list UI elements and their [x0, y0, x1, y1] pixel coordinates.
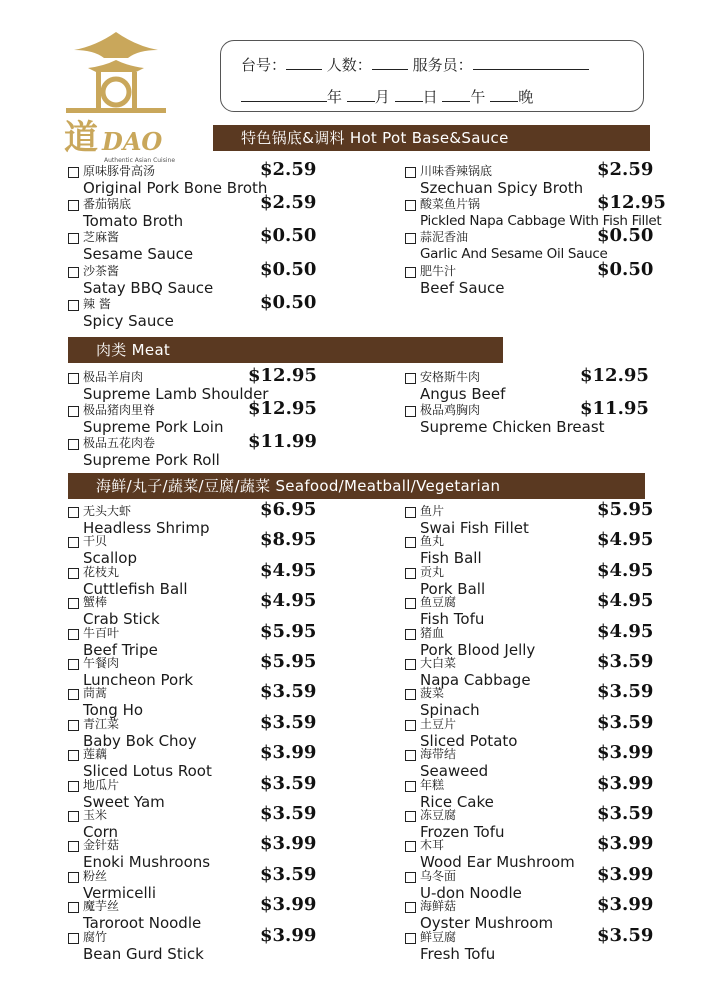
item-name-chinese: 粉丝	[83, 869, 108, 883]
item-checkbox[interactable]	[68, 720, 79, 731]
pagoda-roof-icon	[66, 28, 166, 123]
item-name-english: Beef Tripe	[83, 641, 158, 659]
item-checkbox[interactable]	[68, 439, 79, 450]
item-name-english: Spicy Sauce	[83, 312, 174, 330]
item-name-english: Oyster Mushroom	[420, 914, 554, 932]
noon-blank[interactable]	[442, 88, 470, 102]
item-name-chinese: 极品五花肉卷	[83, 436, 156, 450]
item-name-chinese: 青江菜	[83, 717, 120, 731]
item-name-chinese: 原味豚骨高汤	[83, 164, 156, 178]
item-price: $3.99	[597, 833, 654, 854]
item-name-chinese: 安格斯牛肉	[420, 370, 481, 384]
server-label: 服务员：	[412, 56, 473, 74]
item-checkbox[interactable]	[68, 689, 79, 700]
item-price: $3.59	[597, 712, 654, 733]
item-checkbox[interactable]	[68, 750, 79, 761]
item-name-chinese: 午餐肉	[83, 656, 120, 670]
item-name-english: U-don Noodle	[420, 884, 522, 902]
item-name-chinese: 辣 酱	[83, 297, 111, 311]
item-checkbox[interactable]	[405, 902, 416, 913]
item-name-english: Crab Stick	[83, 610, 160, 628]
item-price: $4.95	[597, 590, 654, 611]
item-checkbox[interactable]	[68, 373, 79, 384]
item-name-chinese: 土豆片	[420, 717, 457, 731]
item-checkbox[interactable]	[68, 781, 79, 792]
item-checkbox[interactable]	[68, 811, 79, 822]
item-name-english: Supreme Lamb Shoulder	[83, 385, 269, 403]
order-form-line-1	[241, 54, 589, 75]
item-price: $12.95	[580, 365, 649, 386]
item-checkbox[interactable]	[405, 537, 416, 548]
item-checkbox[interactable]	[405, 267, 416, 278]
item-name-chinese: 莲藕	[83, 747, 108, 761]
month-blank[interactable]	[347, 88, 375, 102]
item-name-english: Rice Cake	[420, 793, 494, 811]
item-checkbox[interactable]	[405, 200, 416, 211]
item-price: $4.95	[597, 560, 654, 581]
item-name-english: Fish Tofu	[420, 610, 485, 628]
item-name-english: Fish Ball	[420, 549, 482, 567]
item-name-chinese: 极品鸡胸肉	[420, 403, 481, 417]
item-name-english: Garlic And Sesame Oil Sauce	[420, 246, 608, 262]
section-header-hotpot-base: 特色锅底&调料 Hot Pot Base&Sauce	[213, 125, 650, 151]
item-name-english: Spinach	[420, 701, 480, 719]
noon-label: 午	[470, 88, 486, 106]
item-name-chinese: 极品羊肩肉	[83, 370, 144, 384]
table-number-label: 台号：	[241, 56, 287, 74]
item-checkbox[interactable]	[405, 568, 416, 579]
item-name-chinese: 芝麻酱	[83, 230, 120, 244]
item-name-chinese: 鱼丸	[420, 534, 445, 548]
item-price: $3.59	[260, 773, 317, 794]
item-checkbox[interactable]	[405, 811, 416, 822]
item-price: $4.95	[597, 529, 654, 550]
item-price: $3.59	[597, 651, 654, 672]
item-name-chinese: 年糕	[420, 778, 445, 792]
item-price: $12.95	[597, 192, 666, 213]
item-checkbox[interactable]	[68, 537, 79, 548]
item-checkbox[interactable]	[405, 598, 416, 609]
year-blank[interactable]	[241, 88, 327, 102]
item-checkbox[interactable]	[405, 781, 416, 792]
item-name-chinese: 魔芋丝	[83, 899, 120, 913]
item-price: $3.99	[260, 894, 317, 915]
item-checkbox[interactable]	[68, 598, 79, 609]
order-form-box	[220, 40, 644, 112]
table-number-blank[interactable]	[286, 56, 322, 70]
item-name-english: Luncheon Pork	[83, 671, 194, 689]
item-price: $12.95	[248, 365, 317, 386]
item-name-chinese: 玉米	[83, 808, 108, 822]
item-name-english: Pork Blood Jelly	[420, 641, 536, 659]
item-price: $4.95	[260, 560, 317, 581]
item-name-english: Napa Cabbage	[420, 671, 531, 689]
item-name-chinese: 海鲜菇	[420, 899, 457, 913]
item-name-english: Bean Gurd Stick	[83, 945, 204, 963]
item-name-chinese: 菠菜	[420, 686, 445, 700]
item-price: $11.95	[580, 398, 649, 419]
section-header-meat: 肉类 Meat	[68, 337, 503, 363]
item-price: $3.59	[597, 925, 654, 946]
evening-label: 晚	[518, 88, 534, 106]
item-checkbox[interactable]	[405, 373, 416, 384]
item-price: $0.50	[260, 259, 317, 280]
item-price: $3.59	[597, 803, 654, 824]
item-name-english: Supreme Chicken Breast	[420, 418, 605, 436]
item-name-chinese: 极品猪肉里脊	[83, 403, 156, 417]
section-header-seafood-veg: 海鲜/丸子/蔬菜/豆腐/蔬菜 Seafood/Meatball/Vegetarian	[68, 473, 645, 499]
item-checkbox[interactable]	[68, 406, 79, 417]
item-name-english: Original Pork Bone Broth	[83, 179, 268, 197]
item-checkbox[interactable]	[405, 507, 416, 518]
people-count-blank[interactable]	[372, 56, 408, 70]
item-checkbox[interactable]	[405, 689, 416, 700]
year-label: 年	[327, 88, 343, 106]
item-name-english: Swai Fish Fillet	[420, 519, 529, 537]
item-price: $0.50	[260, 292, 317, 313]
item-name-english: Angus Beef	[420, 385, 506, 403]
item-checkbox[interactable]	[405, 406, 416, 417]
day-label: 日	[422, 88, 438, 106]
item-name-english: Tong Ho	[83, 701, 144, 719]
item-name-english: Frozen Tofu	[420, 823, 505, 841]
item-name-english: Fresh Tofu	[420, 945, 496, 963]
item-name-english: Supreme Pork Loin	[83, 418, 224, 436]
item-name-chinese: 大白菜	[420, 656, 457, 670]
item-name-chinese: 番茄锅底	[83, 197, 132, 211]
item-name-english: Pork Ball	[420, 580, 486, 598]
item-price: $3.99	[597, 742, 654, 763]
item-name-english: Vermicelli	[83, 884, 156, 902]
item-price: $5.95	[260, 621, 317, 642]
item-checkbox[interactable]	[405, 841, 416, 852]
item-price: $3.59	[260, 681, 317, 702]
item-checkbox[interactable]	[68, 200, 79, 211]
item-name-english: Supreme Pork Roll	[83, 451, 220, 469]
day-blank[interactable]	[395, 88, 423, 102]
item-checkbox[interactable]	[405, 933, 416, 944]
item-name-chinese: 无头大虾	[83, 504, 132, 518]
item-name-chinese: 鱼片	[420, 504, 445, 518]
item-name-chinese: 花枝丸	[83, 565, 120, 579]
item-price: $3.99	[260, 742, 317, 763]
item-price: $8.95	[260, 529, 317, 550]
item-price: $3.59	[260, 803, 317, 824]
item-checkbox[interactable]	[405, 167, 416, 178]
server-blank[interactable]	[473, 56, 589, 70]
item-name-english: Enoki Mushroons	[83, 853, 211, 871]
item-checkbox[interactable]	[405, 872, 416, 883]
item-name-english: Szechuan Spicy Broth	[420, 179, 584, 197]
item-name-english: Sliced Lotus Root	[83, 762, 212, 780]
item-name-english: Satay BBQ Sauce	[83, 279, 214, 297]
item-name-chinese: 川味香辣锅底	[420, 164, 493, 178]
item-name-chinese: 海带结	[420, 747, 457, 761]
item-checkbox[interactable]	[68, 841, 79, 852]
item-name-english: Beef Sauce	[420, 279, 505, 297]
item-name-chinese: 蟹棒	[83, 595, 108, 609]
item-price: $3.99	[597, 864, 654, 885]
item-checkbox[interactable]	[68, 933, 79, 944]
item-name-chinese: 冻豆腐	[420, 808, 457, 822]
item-name-chinese: 酸菜鱼片锅	[420, 197, 481, 211]
item-name-english: Pickled Napa Cabbage With Fish Fillet	[420, 213, 662, 229]
item-price: $3.59	[597, 681, 654, 702]
item-name-english: Baby Bok Choy	[83, 732, 197, 750]
item-price: $12.95	[248, 398, 317, 419]
item-checkbox[interactable]	[68, 233, 79, 244]
item-checkbox[interactable]	[68, 167, 79, 178]
item-price: $0.50	[260, 225, 317, 246]
item-price: $5.95	[260, 651, 317, 672]
item-checkbox[interactable]	[405, 750, 416, 761]
item-checkbox[interactable]	[68, 872, 79, 883]
item-name-chinese: 腐竹	[83, 930, 108, 944]
item-checkbox[interactable]	[68, 267, 79, 278]
item-name-chinese: 金针菇	[83, 838, 120, 852]
item-checkbox[interactable]	[405, 659, 416, 670]
item-name-english: Cuttlefish Ball	[83, 580, 188, 598]
item-name-english: Sliced Potato	[420, 732, 518, 750]
item-checkbox[interactable]	[68, 629, 79, 640]
item-price: $2.59	[260, 159, 317, 180]
item-name-chinese: 猪血	[420, 626, 445, 640]
item-checkbox[interactable]	[68, 300, 79, 311]
logo-tagline: Authentic Asian Cuisine	[104, 157, 176, 164]
item-name-chinese: 肥牛汁	[420, 264, 457, 278]
evening-blank[interactable]	[490, 88, 518, 102]
item-checkbox[interactable]	[405, 720, 416, 731]
item-price: $2.59	[597, 159, 654, 180]
logo-chinese-char: 道	[64, 118, 98, 158]
item-price: $6.95	[260, 499, 317, 520]
item-price: $2.59	[260, 192, 317, 213]
item-price: $0.50	[597, 225, 654, 246]
item-price: $4.95	[260, 590, 317, 611]
item-name-english: Sesame Sauce	[83, 245, 194, 263]
item-checkbox[interactable]	[68, 659, 79, 670]
item-name-english: Scallop	[83, 549, 137, 567]
item-name-chinese: 鱼豆腐	[420, 595, 457, 609]
item-name-english: Headless Shrimp	[83, 519, 210, 537]
restaurant-logo	[62, 28, 176, 164]
item-price: $3.59	[260, 712, 317, 733]
item-price: $3.99	[597, 894, 654, 915]
order-form-line-2	[241, 86, 533, 107]
item-name-english: Corn	[83, 823, 119, 841]
item-price: $3.99	[260, 925, 317, 946]
item-checkbox[interactable]	[68, 902, 79, 913]
item-name-chinese: 地瓜片	[83, 778, 120, 792]
item-name-english: Taroroot Noodle	[83, 914, 202, 932]
item-price: $3.59	[260, 864, 317, 885]
item-name-chinese: 沙茶酱	[83, 264, 120, 278]
item-name-chinese: 干贝	[83, 534, 108, 548]
logo-wordmark: DAO	[102, 127, 163, 156]
item-price: $3.99	[260, 833, 317, 854]
item-name-chinese: 蒜泥香油	[420, 230, 469, 244]
item-name-english: Wood Ear Mushroom	[420, 853, 575, 871]
item-name-chinese: 鲜豆腐	[420, 930, 457, 944]
item-name-chinese: 木耳	[420, 838, 445, 852]
item-checkbox[interactable]	[405, 233, 416, 244]
item-name-chinese: 牛百叶	[83, 626, 120, 640]
item-name-chinese: 贡丸	[420, 565, 445, 579]
item-price: $0.50	[597, 259, 654, 280]
item-checkbox[interactable]	[68, 507, 79, 518]
item-checkbox[interactable]	[405, 629, 416, 640]
item-name-chinese: 茼蒿	[83, 686, 108, 700]
item-price: $3.99	[597, 773, 654, 794]
item-name-chinese: 乌冬面	[420, 869, 457, 883]
item-checkbox[interactable]	[68, 568, 79, 579]
item-price: $11.99	[248, 431, 317, 452]
month-label: 月	[374, 88, 390, 106]
item-name-english: Sweet Yam	[83, 793, 165, 811]
item-name-english: Seaweed	[420, 762, 489, 780]
item-price: $5.95	[597, 499, 654, 520]
item-price: $4.95	[597, 621, 654, 642]
people-count-label: 人数：	[326, 56, 372, 74]
item-name-english: Tomato Broth	[83, 212, 184, 230]
